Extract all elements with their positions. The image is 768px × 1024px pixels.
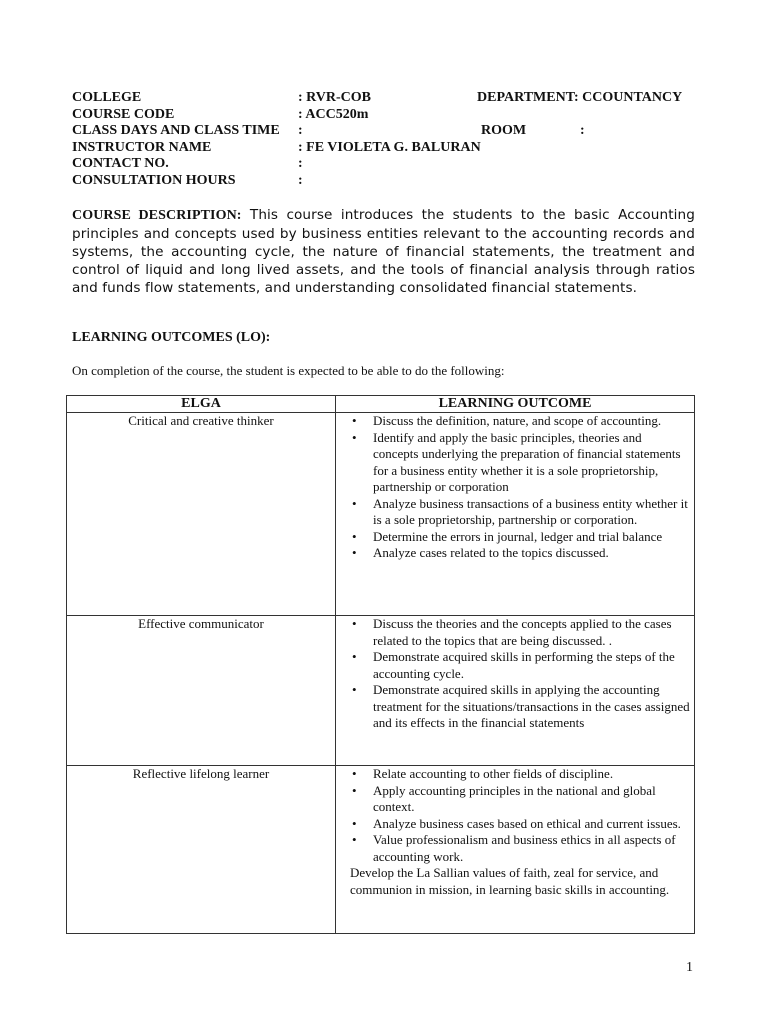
contact-value: :: [298, 156, 303, 171]
room-value: :: [580, 123, 585, 138]
list-item: • Relate accounting to other fields of discipline.: [336, 766, 690, 783]
college-label: COLLEGE: [72, 90, 142, 105]
list-item: • Analyze cases related to the topics discussed.: [336, 545, 690, 562]
instructor-row: [72, 140, 712, 157]
course-description: [72, 206, 695, 297]
list-item: • Value professionalism and business ethics in all aspects of accounting work.: [336, 832, 690, 865]
elga-cell: Effective communicator: [67, 616, 336, 766]
list-item: • Discuss the theories and the concepts applied to the cases related to the topics that are being discussed. .: [336, 616, 690, 649]
room-label: ROOM: [481, 123, 527, 138]
college-value: : RVR-COB: [298, 90, 372, 105]
course-description-label: COURSE DESCRIPTION:: [72, 208, 242, 223]
outcomes-cell: [336, 616, 695, 766]
outcomes-cell: [336, 766, 695, 934]
class-days-row: [72, 123, 712, 140]
instructor-label: INSTRUCTOR NAME: [72, 139, 212, 155]
table-row: [67, 766, 695, 934]
class-days-label: CLASS DAYS AND CLASS TIME: [72, 123, 280, 138]
learning-outcomes-heading: LEARNING OUTCOMES (LO):: [72, 330, 271, 345]
list-item: • Identify and apply the basic principles, theories and concepts underlying the preparation of financial statements for a business entity whether it is a sole proprietorship, partnership or corporation: [336, 430, 690, 496]
contact-row: [72, 156, 712, 173]
course-code-value: : ACC520m: [298, 106, 369, 122]
consultation-value: :: [298, 172, 303, 188]
learning-outcomes-table: [66, 395, 695, 934]
contact-label: CONTACT NO.: [72, 156, 169, 171]
elga-cell: Critical and creative thinker: [67, 413, 336, 616]
list-item: • Discuss the definition, nature, and scope of accounting.: [336, 413, 690, 430]
course-description-text: This course introduces the students to the basic Accounting principles and concepts used by business entities relevant to the accounting records and systems, the accounting cycle, the nature of financial statements, the treatment and control of liquid and long lived assets, and the tools of financial analysis through ratios and funds flow statements, and understanding consolidated financial statements.: [72, 207, 695, 296]
elga-cell: Reflective lifelong learner: [67, 766, 336, 934]
table-row: [67, 413, 695, 616]
learning-outcomes-intro: On completion of the course, the student is expected to be able to do the following:: [72, 363, 505, 378]
list-item: • Determine the errors in journal, ledger and trial balance: [336, 529, 690, 546]
department-label: DEPARTMENT: CCOUNTANCY: [477, 90, 683, 105]
list-item: • Demonstrate acquired skills in applying the accounting treatment for the situations/transactions in the cases assigned and its effects in the financial statements: [336, 682, 690, 732]
course-info-block: [72, 90, 712, 189]
table-row: [67, 616, 695, 766]
list-item: • Demonstrate acquired skills in performing the steps of the accounting cycle.: [336, 649, 690, 682]
elga-header: ELGA: [67, 396, 336, 413]
list-item: • Analyze business cases based on ethical and current issues.: [336, 816, 690, 833]
values-statement: Develop the La Sallian values of faith, zeal for service, and communion in mission, in learning basic skills in accounting.: [350, 865, 670, 897]
college-row: [72, 90, 712, 107]
page-number: 1: [686, 960, 693, 975]
outcomes-cell: [336, 413, 695, 616]
course-code-label: COURSE CODE: [72, 106, 175, 122]
instructor-value: : FE VIOLETA G. BALURAN: [298, 139, 481, 155]
class-days-value: :: [298, 123, 303, 138]
consultation-label: CONSULTATION HOURS: [72, 172, 236, 188]
learning-outcome-header: LEARNING OUTCOME: [336, 396, 695, 413]
outcome-list: [336, 766, 690, 865]
list-item: • Analyze business transactions of a business entity whether it is a sole proprietorship, partnership or corporation.: [336, 496, 690, 529]
course-code-row: [72, 107, 712, 124]
outcome-list: [336, 413, 690, 562]
outcome-list: [336, 616, 690, 732]
consultation-row: [72, 173, 712, 190]
list-item: • Apply accounting principles in the national and global context.: [336, 783, 690, 816]
table-header-row: [67, 396, 695, 413]
